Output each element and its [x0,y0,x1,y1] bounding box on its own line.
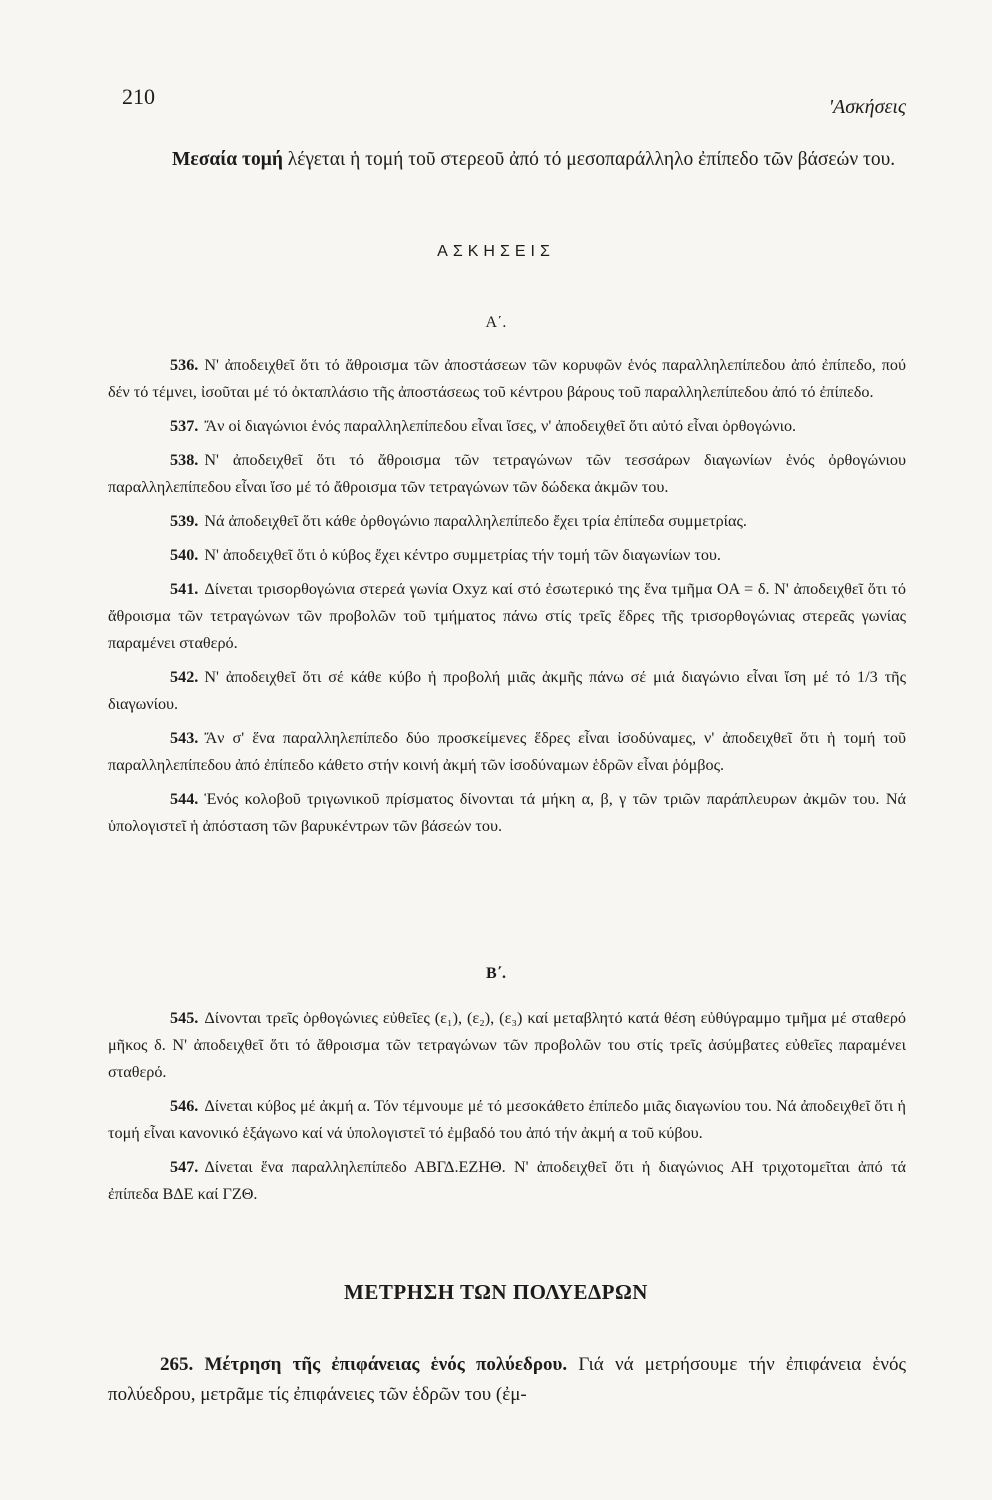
exercise-list-b [108,1005,906,1215]
exercise-number: 544. [170,790,199,808]
exercise-number: 542. [170,668,199,686]
exercise-number: 545. [170,1009,199,1027]
exercise-text: Ἄν σ' ἕνα παραλληλεπίπεδο δύο προσκείμενες ἕδρες εἶναι ἰσοδύναμες, ν' ἀποδειχθεῖ ὅτι ἡ τομή τοῦ παραλληλεπίπεδου ἀπό ἐπίπεδο κάθετο στήν κοινή ἀκμή τῶν ἰσοδύναμων ἑδρῶν εἶναι ῥόμβος. [108,729,906,774]
exercise-540 [108,542,906,569]
exercise-text: Δίνεται ἕνα παραλληλεπίπεδο ΑΒΓΔ.ΕΖΗΘ. Ν' ἀποδειχθεῖ ὅτι ἡ διαγώνιος ΑΗ τριχοτομεῖται ἀπό τά ἐπίπεδα ΒΔΕ καί ΓΖΘ. [108,1158,906,1203]
exercise-number: 539. [170,512,199,530]
exercises-title: ΑΣΚΗΣΕΙΣ [437,243,555,260]
exercise-537 [108,413,906,440]
exercise-text: Ν' ἀποδειχθεῖ ὅτι σέ κάθε κύβο ἡ προβολή μιᾶς ἀκμῆς πάνω σέ μιά διαγώνιο εἶναι ἴση μέ τό 1/3 τῆς διαγωνίου. [108,668,906,713]
page-number: 210 [122,84,155,109]
exercise-542 [108,664,906,718]
exercise-text: Ἑνός κολοβοῦ τριγωνικοῦ πρίσματος δίνονται τά μήκη α, β, γ τῶν τριῶν παράπλευρων ἀκμῶν του. Νά ὑπολογιστεῖ ἡ ἀπόσταση τῶν βαρυκέντρων τῶν βάσεών του. [108,790,906,835]
exercise-number: 537. [170,417,199,435]
exercise-number: 541. [170,580,199,598]
section-heading: 265. Μέτρηση τῆς ἐπιφάνειας ἑνός πολύεδρου. [160,1354,568,1375]
exercise-543 [108,725,906,779]
exercise-list-a [108,352,906,847]
group-a-label: Α΄. [485,314,507,331]
running-head: 'Ασκήσεις [828,96,906,118]
exercise-536 [108,352,906,406]
exercise-text: Νά ἀποδειχθεῖ ὅτι κάθε ὀρθογώνιο παραλληλεπίπεδο ἔχει τρία ἐπίπεδα συμμετρίας. [204,512,747,530]
exercise-text: Ν' ἀποδειχθεῖ ὅτι τό ἄθροισμα τῶν ἀποστάσεων τῶν κορυφῶν ἑνός παραλληλεπίπεδου ἀπό ἐπίπεδο, πού δέν τό τέμνει, ἰσοῦται μέ τό ὀκταπλάσιο τῆς ἀποστάσεως τοῦ κέντρου βάρους τοῦ παραλληλεπίπεδου ἀπό τό ἐπίπεδο. [108,356,906,401]
intro-term: Μεσαία τομή [172,149,283,170]
exercise-539 [108,508,906,535]
section-265 [108,1350,906,1410]
exercise-541 [108,576,906,657]
section-text: Γιά νά μετρήσουμε τήν ἐπιφάνεια ἑνός πολύεδρου, μετρᾶμε τίς ἐπιφάνειες τῶν ἑδρῶν του (ἐμ- [108,1354,907,1405]
intro-text: λέγεται ἡ τομή τοῦ στερεοῦ ἀπό τό μεσοπαράλληλο ἐπίπεδο τῶν βάσεών του. [287,149,896,170]
exercise-545 [108,1005,906,1086]
intro-definition [110,145,910,175]
exercise-number: 536. [170,356,199,374]
group-b-label: Β΄. [486,965,506,982]
exercise-546 [108,1093,906,1147]
page-header [0,0,992,130]
exercise-544 [108,786,906,840]
exercise-text: Ν' ἀποδειχθεῖ ὅτι τό ἄθροισμα τῶν τετραγώνων τῶν τεσσάρων διαγωνίων ἑνός ὀρθογώνιου παραλληλεπίπεδου εἶναι ἴσο μέ τό ἄθροισμα τῶν τετραγώνων τῶν δώδεκα ἀκμῶν του. [108,451,906,496]
exercise-number: 540. [170,546,199,564]
exercise-text: Δίνεται κύβος μέ ἀκμή α. Τόν τέμνουμε μέ τό μεσοκάθετο ἐπίπεδο μιᾶς διαγωνίου του. Νά ἀποδειχθεῖ ὅτι ἡ τομή εἶναι κανονικό ἑξάγωνο καί νά ὑπολογιστεῖ τό ἐμβαδό του ἀπό τήν ἀκμή α τοῦ κύβου. [108,1097,906,1142]
exercise-text: Ἄν οἱ διαγώνιοι ἑνός παραλληλεπίπεδου εἶναι ἴσες, ν' ἀποδειχθεῖ ὅτι αὐτό εἶναι ὀρθογώνιο. [204,417,797,435]
exercise-number: 547. [170,1158,199,1176]
exercise-538 [108,447,906,501]
exercise-text: Δίνεται τρισορθογώνια στερεά γωνία Oxyz καί στό ἐσωτερικό της ἕνα τμῆμα OA = δ. Ν' ἀποδειχθεῖ ὅτι τό ἄθροισμα τῶν τετραγώνων τῶν προβολῶν τοῦ τμήματος πάνω στίς τρεῖς ἕδρες τῆς τρισορθογώνιας στερεᾶς γωνίας παραμένει σταθερό. [108,580,906,652]
exercise-number: 543. [170,729,199,747]
exercise-text: Δίνονται τρεῖς ὀρθογώνιες εὐθεῖες (ε₁), (ε₂), (ε₃) καί μεταβλητό κατά θέση εὐθύγραμμο τμῆμα μέ σταθερό μῆκος δ. Ν' ἀποδειχθεῖ ὅτι τό ἄθροισμα τῶν τετραγώνων τῶν προβολῶν του στίς τρεῖς ἀσύμβατες εὐθεῖες παραμένει σταθερό. [108,1009,906,1081]
exercise-547 [108,1154,906,1208]
exercise-number: 538. [170,451,199,469]
chapter-title: ΜΕΤΡΗΣΗ ΤΩΝ ΠΟΛΥΕΔΡΩΝ [344,1280,648,1304]
exercise-text: Ν' ἀποδειχθεῖ ὅτι ὁ κύβος ἔχει κέντρο συμμετρίας τήν τομή τῶν διαγωνίων του. [204,546,721,564]
exercise-number: 546. [170,1097,199,1115]
